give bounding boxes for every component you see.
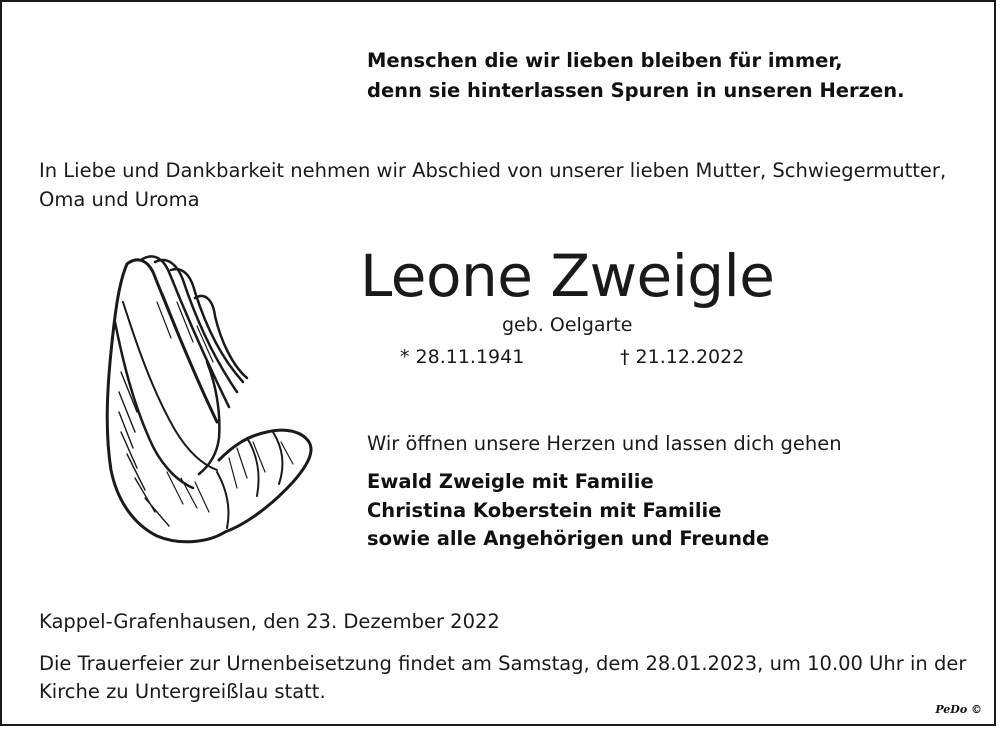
farewell-text: Wir öffnen unsere Herzen und lassen dich gehen	[367, 432, 842, 455]
intro-text: In Liebe und Dankbarkeit nehmen wir Abschied von unserer lieben Mutter, Schwiegermutter, Oma und Uroma	[39, 159, 947, 211]
birth-date: * 28.11.1941	[400, 346, 525, 368]
motto-line-1: Menschen die wir lieben bleiben für immer,	[367, 49, 843, 72]
death-date: † 21.12.2022	[620, 346, 745, 368]
mourners-list	[367, 468, 769, 554]
publisher-signet: PeDo ©	[935, 703, 982, 716]
funeral-service-info: Die Trauerfeier zur Urnenbeisetzung findet am Samstag, dem 28.01.2023, um 10.00 Uhr in der Kirche zu Untergreißlau statt.	[39, 652, 967, 703]
motto	[367, 46, 905, 106]
mourner-line: Ewald Zweigle mit Familie	[367, 470, 654, 493]
praying-hands-icon	[97, 242, 317, 552]
place-and-date: Kappel-Grafenhausen, den 23. Dezember 2022	[39, 610, 500, 633]
maiden-name: geb. Oelgarte	[502, 314, 633, 336]
deceased-name: Leone Zweigle	[360, 242, 775, 310]
motto-line-2: denn sie hinterlassen Spuren in unseren Herzen.	[367, 79, 905, 102]
mourner-line: sowie alle Angehörigen und Freunde	[367, 527, 770, 550]
mourner-line: Christina Koberstein mit Familie	[367, 498, 722, 522]
